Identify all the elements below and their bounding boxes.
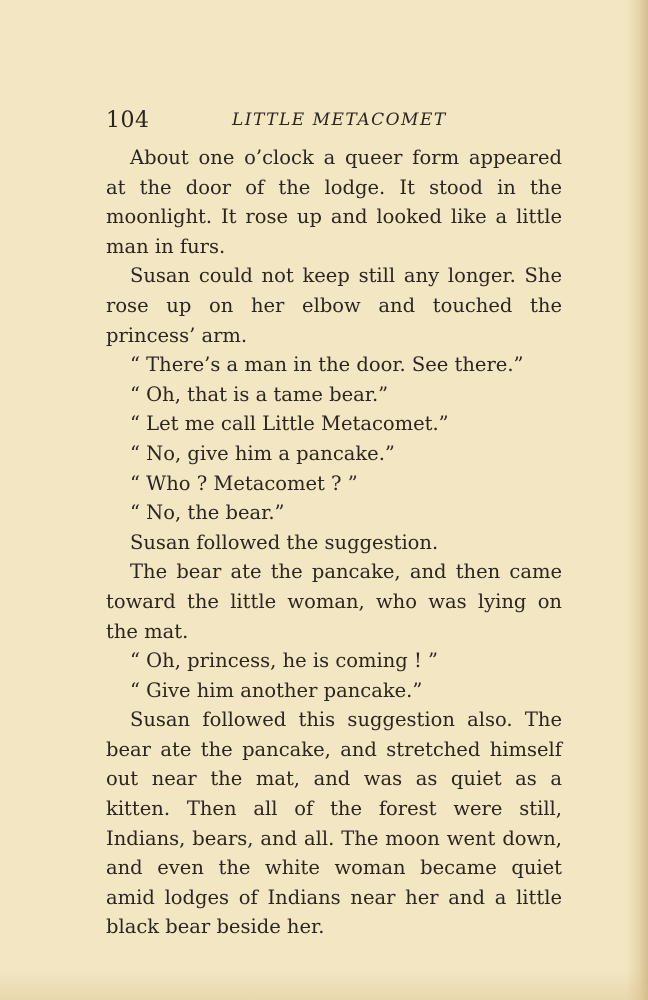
paragraph: Susan could not keep still any longer. She rose up on her elbow and touched the princess’ arm. — [106, 264, 562, 347]
paragraph: About one o’clock a queer form appeared at the door of the lodge. It stood in the moonlight. It rose up and looked like a little man in furs. — [106, 146, 562, 258]
page-header — [106, 108, 566, 138]
dialogue-line: “ No, the bear.” — [130, 501, 285, 525]
dialogue-line: “ Oh, that is a tame bear.” — [130, 382, 389, 406]
page-number: 104 — [106, 108, 150, 133]
paragraph: The bear ate the pancake, and then came toward the little woman, who was lying on the mat. — [106, 560, 562, 643]
dialogue-line: “ Oh, princess, he is coming ! ” — [130, 649, 438, 673]
paragraph: Susan followed the suggestion. — [130, 530, 439, 554]
page-edge-shadow-right — [626, 0, 648, 1000]
paragraph: Susan followed this suggestion also. The bear ate the pancake, and stretched himself out near the mat, and was as quiet as a kitten. Then all of the forest were still, Indians, bears, and all. The moon went down, and even the white woman became quiet amid lodges of Indians near her and a little black bear beside her. — [106, 708, 562, 939]
dialogue-line: “ No, give him a pancake.” — [130, 441, 395, 465]
dialogue-line: “ Let me call Little Metacomet.” — [130, 412, 449, 436]
dialogue-line: “ Give him another pancake.” — [130, 678, 423, 702]
dialogue-line: “ Who ? Metacomet ? ” — [130, 471, 358, 495]
page-edge-shadow-bottom — [0, 970, 648, 1000]
body-text — [106, 143, 562, 942]
dialogue-line: “ There’s a man in the door. See there.” — [130, 353, 524, 377]
running-title: LITTLE METACOMET — [232, 110, 447, 130]
